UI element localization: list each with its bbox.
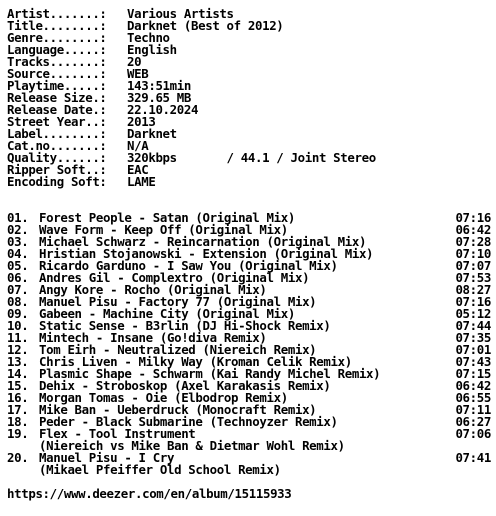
info-key: Release Size.: <box>7 90 107 105</box>
track-duration: 07:15 <box>455 366 491 381</box>
info-key: Source.......: <box>7 66 107 81</box>
track-title: Wave Form - Keep Off (Original Mix) <box>39 222 288 237</box>
track-row-continuation <box>7 464 491 476</box>
track-duration: 07:01 <box>455 342 491 357</box>
info-key: Title........: <box>7 18 107 33</box>
info-key: Street Year..: <box>7 114 107 129</box>
track-number: 10. <box>7 318 29 333</box>
track-title: Angy Kore - Rocho (Original Mix) <box>39 282 267 297</box>
track-number: 03. <box>7 234 29 249</box>
info-value: Techno <box>127 30 170 45</box>
tracklist <box>7 212 491 476</box>
track-number: 15. <box>7 378 29 393</box>
info-value: Darknet <box>127 126 177 141</box>
track-duration: 07:16 <box>455 294 491 309</box>
track-duration: 07:28 <box>455 234 491 249</box>
track-duration: 07:06 <box>455 426 491 441</box>
track-number: 09. <box>7 306 29 321</box>
track-number: 08. <box>7 294 29 309</box>
info-key: Ripper Soft..: <box>7 162 107 177</box>
track-duration: 07:53 <box>455 270 491 285</box>
track-title: Michael Schwarz - Reincarnation (Original Mix) <box>39 234 367 249</box>
track-duration: 07:41 <box>455 450 491 465</box>
track-duration: 06:42 <box>455 378 491 393</box>
track-title: Static Sense - B3rlin (DJ Hi-Shock Remix) <box>39 318 331 333</box>
info-row-encoding-soft <box>7 176 491 188</box>
track-duration: 07:07 <box>455 258 491 273</box>
track-number: 01. <box>7 210 29 225</box>
track-duration: 06:55 <box>455 390 491 405</box>
track-number: 06. <box>7 270 29 285</box>
track-title: Dehix - Stroboskop (Axel Karakasis Remix) <box>39 378 331 393</box>
track-title: Manuel Pisu - I Cry <box>39 450 175 465</box>
track-title: Morgan Tomas - Oie (Elbodrop Remix) <box>39 390 288 405</box>
info-value: English <box>127 42 177 57</box>
info-value: 143:51min <box>127 78 191 93</box>
info-key: Quality......: <box>7 150 107 165</box>
track-number: 18. <box>7 414 29 429</box>
track-number: 19. <box>7 426 29 441</box>
track-duration: 07:10 <box>455 246 491 261</box>
info-key: Cat.no.......: <box>7 138 107 153</box>
track-title: Forest People - Satan (Original Mix) <box>39 210 295 225</box>
track-number: 16. <box>7 390 29 405</box>
info-key: Tracks.......: <box>7 54 107 69</box>
track-duration: 07:35 <box>455 330 491 345</box>
track-duration: 06:27 <box>455 414 491 429</box>
track-duration: 07:43 <box>455 354 491 369</box>
track-duration: 08:27 <box>455 282 491 297</box>
track-title: Flex - Tool Instrument <box>39 426 196 441</box>
track-number: 07. <box>7 282 29 297</box>
track-title: Peder - Black Submarine (Technoyzer Remix) <box>39 414 338 429</box>
track-number: 05. <box>7 258 29 273</box>
track-number: 12. <box>7 342 29 357</box>
track-title: Manuel Pisu - Factory 77 (Original Mix) <box>39 294 317 309</box>
info-value: LAME <box>127 174 156 189</box>
track-duration: 07:44 <box>455 318 491 333</box>
track-number: 13. <box>7 354 29 369</box>
info-key: Artist.......: <box>7 6 107 21</box>
track-subtitle: (Niereich vs Mike Ban & Dietmar Wohl Remix) <box>39 438 345 453</box>
track-title: Tom Eirh - Neutralized (Niereich Remix) <box>39 342 317 357</box>
track-number: 02. <box>7 222 29 237</box>
info-key: Release Date.: <box>7 102 107 117</box>
info-value: 22.10.2024 <box>127 102 199 117</box>
info-value: N/A <box>127 138 149 153</box>
track-duration: 05:12 <box>455 306 491 321</box>
info-value: 2013 <box>127 114 156 129</box>
track-subtitle: (Mikael Pfeiffer Old School Remix) <box>39 462 281 477</box>
section-gap <box>7 188 491 212</box>
track-duration: 07:11 <box>455 402 491 417</box>
track-title: Mike Ban - Ueberdruck (Monocraft Remix) <box>39 402 317 417</box>
info-key: Label........: <box>7 126 107 141</box>
deezer-album-link[interactable]: https://www.deezer.com/en/album/15115933 <box>7 486 292 501</box>
track-title: Hristian Stojanowski - Extension (Original Mix) <box>39 246 374 261</box>
info-value: EAC <box>127 162 149 177</box>
info-key: Encoding Soft: <box>7 174 107 189</box>
info-value: Various Artists <box>127 6 234 21</box>
track-duration: 06:42 <box>455 222 491 237</box>
release-info-sheet <box>7 8 491 500</box>
track-number: 11. <box>7 330 29 345</box>
track-number: 14. <box>7 366 29 381</box>
track-title: Plasmic Shape - Schwarm (Kai Randy Michel Remix) <box>39 366 381 381</box>
track-number: 20. <box>7 450 29 465</box>
info-key: Playtime.....: <box>7 78 107 93</box>
track-title: Chris Liven - Milky Way (Kroman Celik Remix) <box>39 354 352 369</box>
track-title: Andres Gil - Complextro (Original Mix) <box>39 270 310 285</box>
info-value: 320kbps / 44.1 / Joint Stereo <box>127 150 376 165</box>
info-value: 329.65 MB <box>127 90 191 105</box>
track-title: Gabeen - Machine City (Original Mix) <box>39 306 295 321</box>
release-info-block <box>7 8 491 188</box>
info-value: 20 <box>127 54 142 69</box>
track-title: Mintech - Insane (Go!diva Remix) <box>39 330 267 345</box>
track-number: 04. <box>7 246 29 261</box>
info-value: Darknet (Best of 2012) <box>127 18 284 33</box>
track-title: Ricardo Garduno - I Saw You (Original Mix) <box>39 258 338 273</box>
info-key: Genre........: <box>7 30 107 45</box>
track-number: 17. <box>7 402 29 417</box>
info-value: WEB <box>127 66 149 81</box>
track-duration: 07:16 <box>455 210 491 225</box>
info-key: Language.....: <box>7 42 107 57</box>
